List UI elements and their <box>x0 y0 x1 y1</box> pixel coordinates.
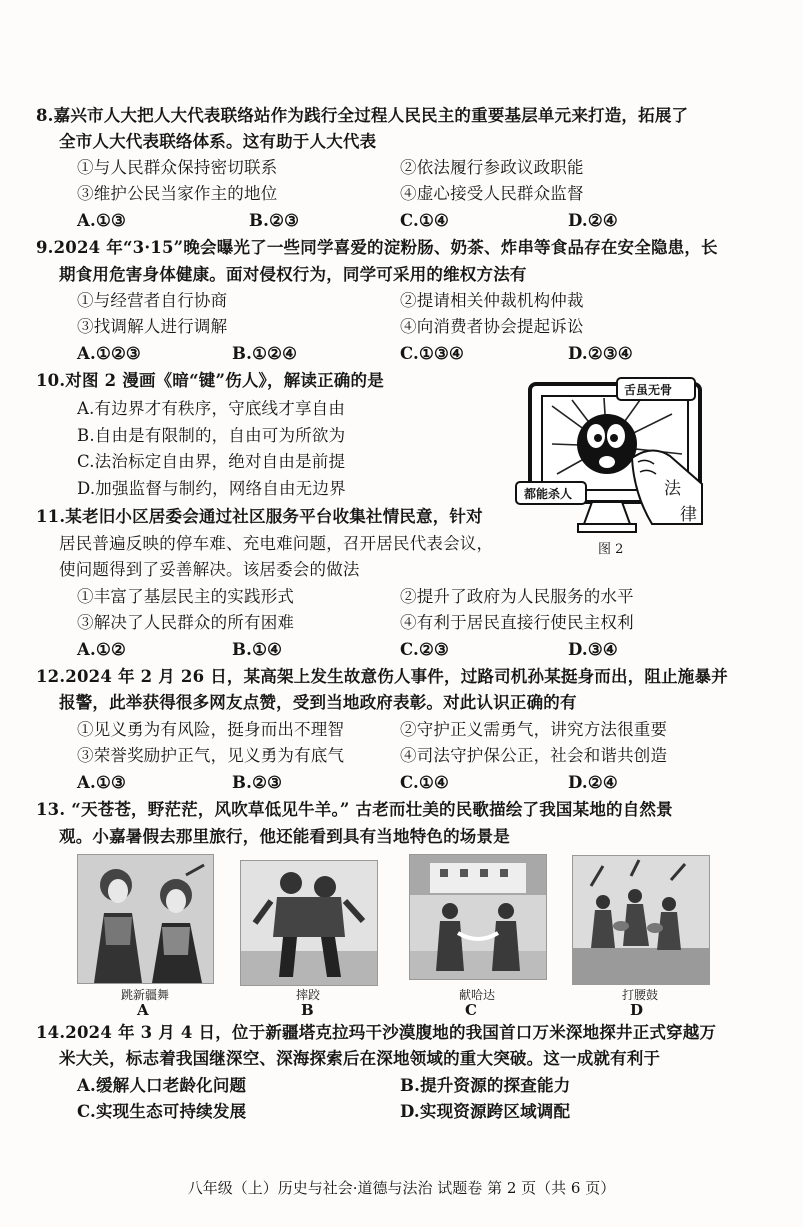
q12-choice-b: B.②③ <box>232 773 283 792</box>
q11-choice-c: C.②③ <box>400 640 449 659</box>
q8-option-3: ③维护公民当家作主的地位 <box>77 184 278 203</box>
photo-a-letter: A <box>137 1001 149 1019</box>
q12-choice-c: C.①④ <box>400 773 449 792</box>
cartoon-bubble-top: 舌虽无骨 <box>624 383 673 397</box>
q11-option-1: ①丰富了基层民主的实践形式 <box>77 587 295 606</box>
q9-option-4: ④向消费者协会提起诉讼 <box>400 317 584 336</box>
monitor-cartoon-drawing <box>512 374 712 564</box>
q12-option-1: ①见义勇为有风险，挺身而出不理智 <box>77 720 345 739</box>
q8-choice-a: A.①③ <box>77 211 126 230</box>
q12-stem-1: 12.2024 年 2 月 26 日，某高架上发生故意伤人事件，过路司机孙某挺身而出，阻止施暴并 <box>36 667 728 686</box>
q11-choice-d: D.③④ <box>568 640 618 659</box>
q12-option-3: ③荣誉奖励护正气，见义勇为有底气 <box>77 746 345 765</box>
q8-stem-2: 全市人大代表联络体系。这有助于人大代表 <box>59 132 377 151</box>
cartoon-figure <box>512 374 712 564</box>
wrestling-image <box>241 861 377 985</box>
photo-d-letter: D <box>630 1001 644 1019</box>
photo-hada <box>409 854 547 980</box>
hand-label-lv: 律 <box>680 505 697 525</box>
q14-choice-d: D.实现资源跨区域调配 <box>400 1102 571 1121</box>
q10-choice-c: C.法治标定自由界，绝对自由是前提 <box>77 452 346 471</box>
photo-wrestling <box>240 860 378 986</box>
photo-b-caption: 摔跤 <box>295 988 320 1002</box>
photo-c-caption: 献哈达 <box>458 988 495 1002</box>
q9-choice-d: D.②③④ <box>568 344 633 363</box>
q13-stem-2: 观。小嘉暑假去那里旅行，他还能看到具有当地特色的场景是 <box>59 827 510 846</box>
hada-image <box>410 855 546 979</box>
q8-choice-c: C.①④ <box>400 211 449 230</box>
q12-option-4: ④司法守护保公正，社会和谐共创造 <box>400 746 668 765</box>
q8-choice-b: B.②③ <box>249 211 300 230</box>
q11-choice-b: B.①④ <box>232 640 283 659</box>
q9-option-2: ②提请相关仲裁机构仲裁 <box>400 291 584 310</box>
q12-choice-d: D.②④ <box>568 773 618 792</box>
q8-option-1: ①与人民群众保持密切联系 <box>77 158 278 177</box>
q14-stem-2: 米大关，标志着我国继深空、深海探索后在深地领域的重大突破。这一成就有利于 <box>59 1049 661 1068</box>
q10-stem: 10.对图 2 漫画《暗“键”伤人》，解读正确的是 <box>36 371 384 390</box>
q12-stem-2: 报警，此举获得很多网友点赞，受到当地政府表彰。对此认识正确的有 <box>59 693 577 712</box>
waist-drum-image <box>573 856 709 984</box>
q9-option-3: ③找调解人进行调解 <box>77 317 228 336</box>
q9-option-1: ①与经营者自行协商 <box>77 291 228 310</box>
q8-choice-d: D.②④ <box>568 211 618 230</box>
q12-option-2: ②守护正义需勇气，讲究方法很重要 <box>400 720 668 739</box>
cartoon-bubble-bottom: 都能杀人 <box>524 487 573 501</box>
hand-label-fa: 法 <box>664 479 681 499</box>
photo-d-caption: 打腰鼓 <box>621 988 658 1002</box>
q14-choice-a: A.缓解人口老龄化问题 <box>77 1076 247 1095</box>
photo-waist-drum <box>572 855 710 985</box>
q11-stem-1: 11.某老旧小区居委会通过社区服务平台收集社情民意，针对 <box>36 507 483 526</box>
page-footer: 八年级（上）历史与社会·道德与法治 试题卷 第 2 页（共 6 页） <box>187 1179 616 1197</box>
q11-option-3: ③解决了人民群众的所有困难 <box>77 613 295 632</box>
xinjiang-dance-image <box>78 855 213 983</box>
photo-c-letter: C <box>465 1001 477 1019</box>
q9-stem-2: 期食用危害身体健康。面对侵权行为，同学可采用的维权方法有 <box>59 265 527 284</box>
q11-option-4: ④有利于居民直接行使民主权利 <box>400 613 634 632</box>
q14-stem-1: 14.2024 年 3 月 4 日，位于新疆塔克拉玛干沙漠腹地的我国首口万米深地探井正式穿越万 <box>36 1023 717 1042</box>
q8-option-2: ②依法履行参政议政职能 <box>400 158 584 177</box>
q12-choice-a: A.①③ <box>77 773 126 792</box>
q11-option-2: ②提升了政府为人民服务的水平 <box>400 587 634 606</box>
q9-stem-1: 9.2024 年“3·15”晚会曝光了一些同学喜爱的淀粉肠、奶茶、炸串等食品存在安全隐患，长 <box>36 238 718 257</box>
q10-choice-a: A.有边界才有秩序，守底线才享自由 <box>77 399 346 418</box>
q11-choice-a: A.①② <box>77 640 126 659</box>
photo-xinjiang-dance <box>77 854 214 984</box>
q8-option-4: ④虚心接受人民群众监督 <box>400 184 584 203</box>
q13-stem-1: 13. “天苍苍，野茫茫，风吹草低见牛羊。” 古老而壮美的民歌描绘了我国某地的自然景 <box>36 800 673 819</box>
q11-stem-3: 使问题得到了妥善解决。该居委会的做法 <box>59 560 360 579</box>
q10-choice-d: D.加强监督与制约，网络自由无边界 <box>77 479 346 498</box>
q9-choice-a: A.①②③ <box>77 344 141 363</box>
q11-stem-2: 居民普遍反映的停车难、充电难问题，召开居民代表会议， <box>59 534 494 553</box>
q9-choice-b: B.①②④ <box>232 344 298 363</box>
q9-choice-c: C.①③④ <box>400 344 464 363</box>
photo-a-caption: 跳新疆舞 <box>120 988 169 1002</box>
q8-stem-1: 8.嘉兴市人大把人大代表联络站作为践行全过程人民民主的重要基层单元来打造，拓展了 <box>36 106 689 125</box>
photo-b-letter: B <box>301 1001 314 1019</box>
q14-choice-b: B.提升资源的探查能力 <box>400 1076 571 1095</box>
q10-choice-b: B.自由是有限制的，自由可为所欲为 <box>77 426 346 445</box>
figure-caption: 图 2 <box>598 542 624 557</box>
q14-choice-c: C.实现生态可持续发展 <box>77 1102 247 1121</box>
